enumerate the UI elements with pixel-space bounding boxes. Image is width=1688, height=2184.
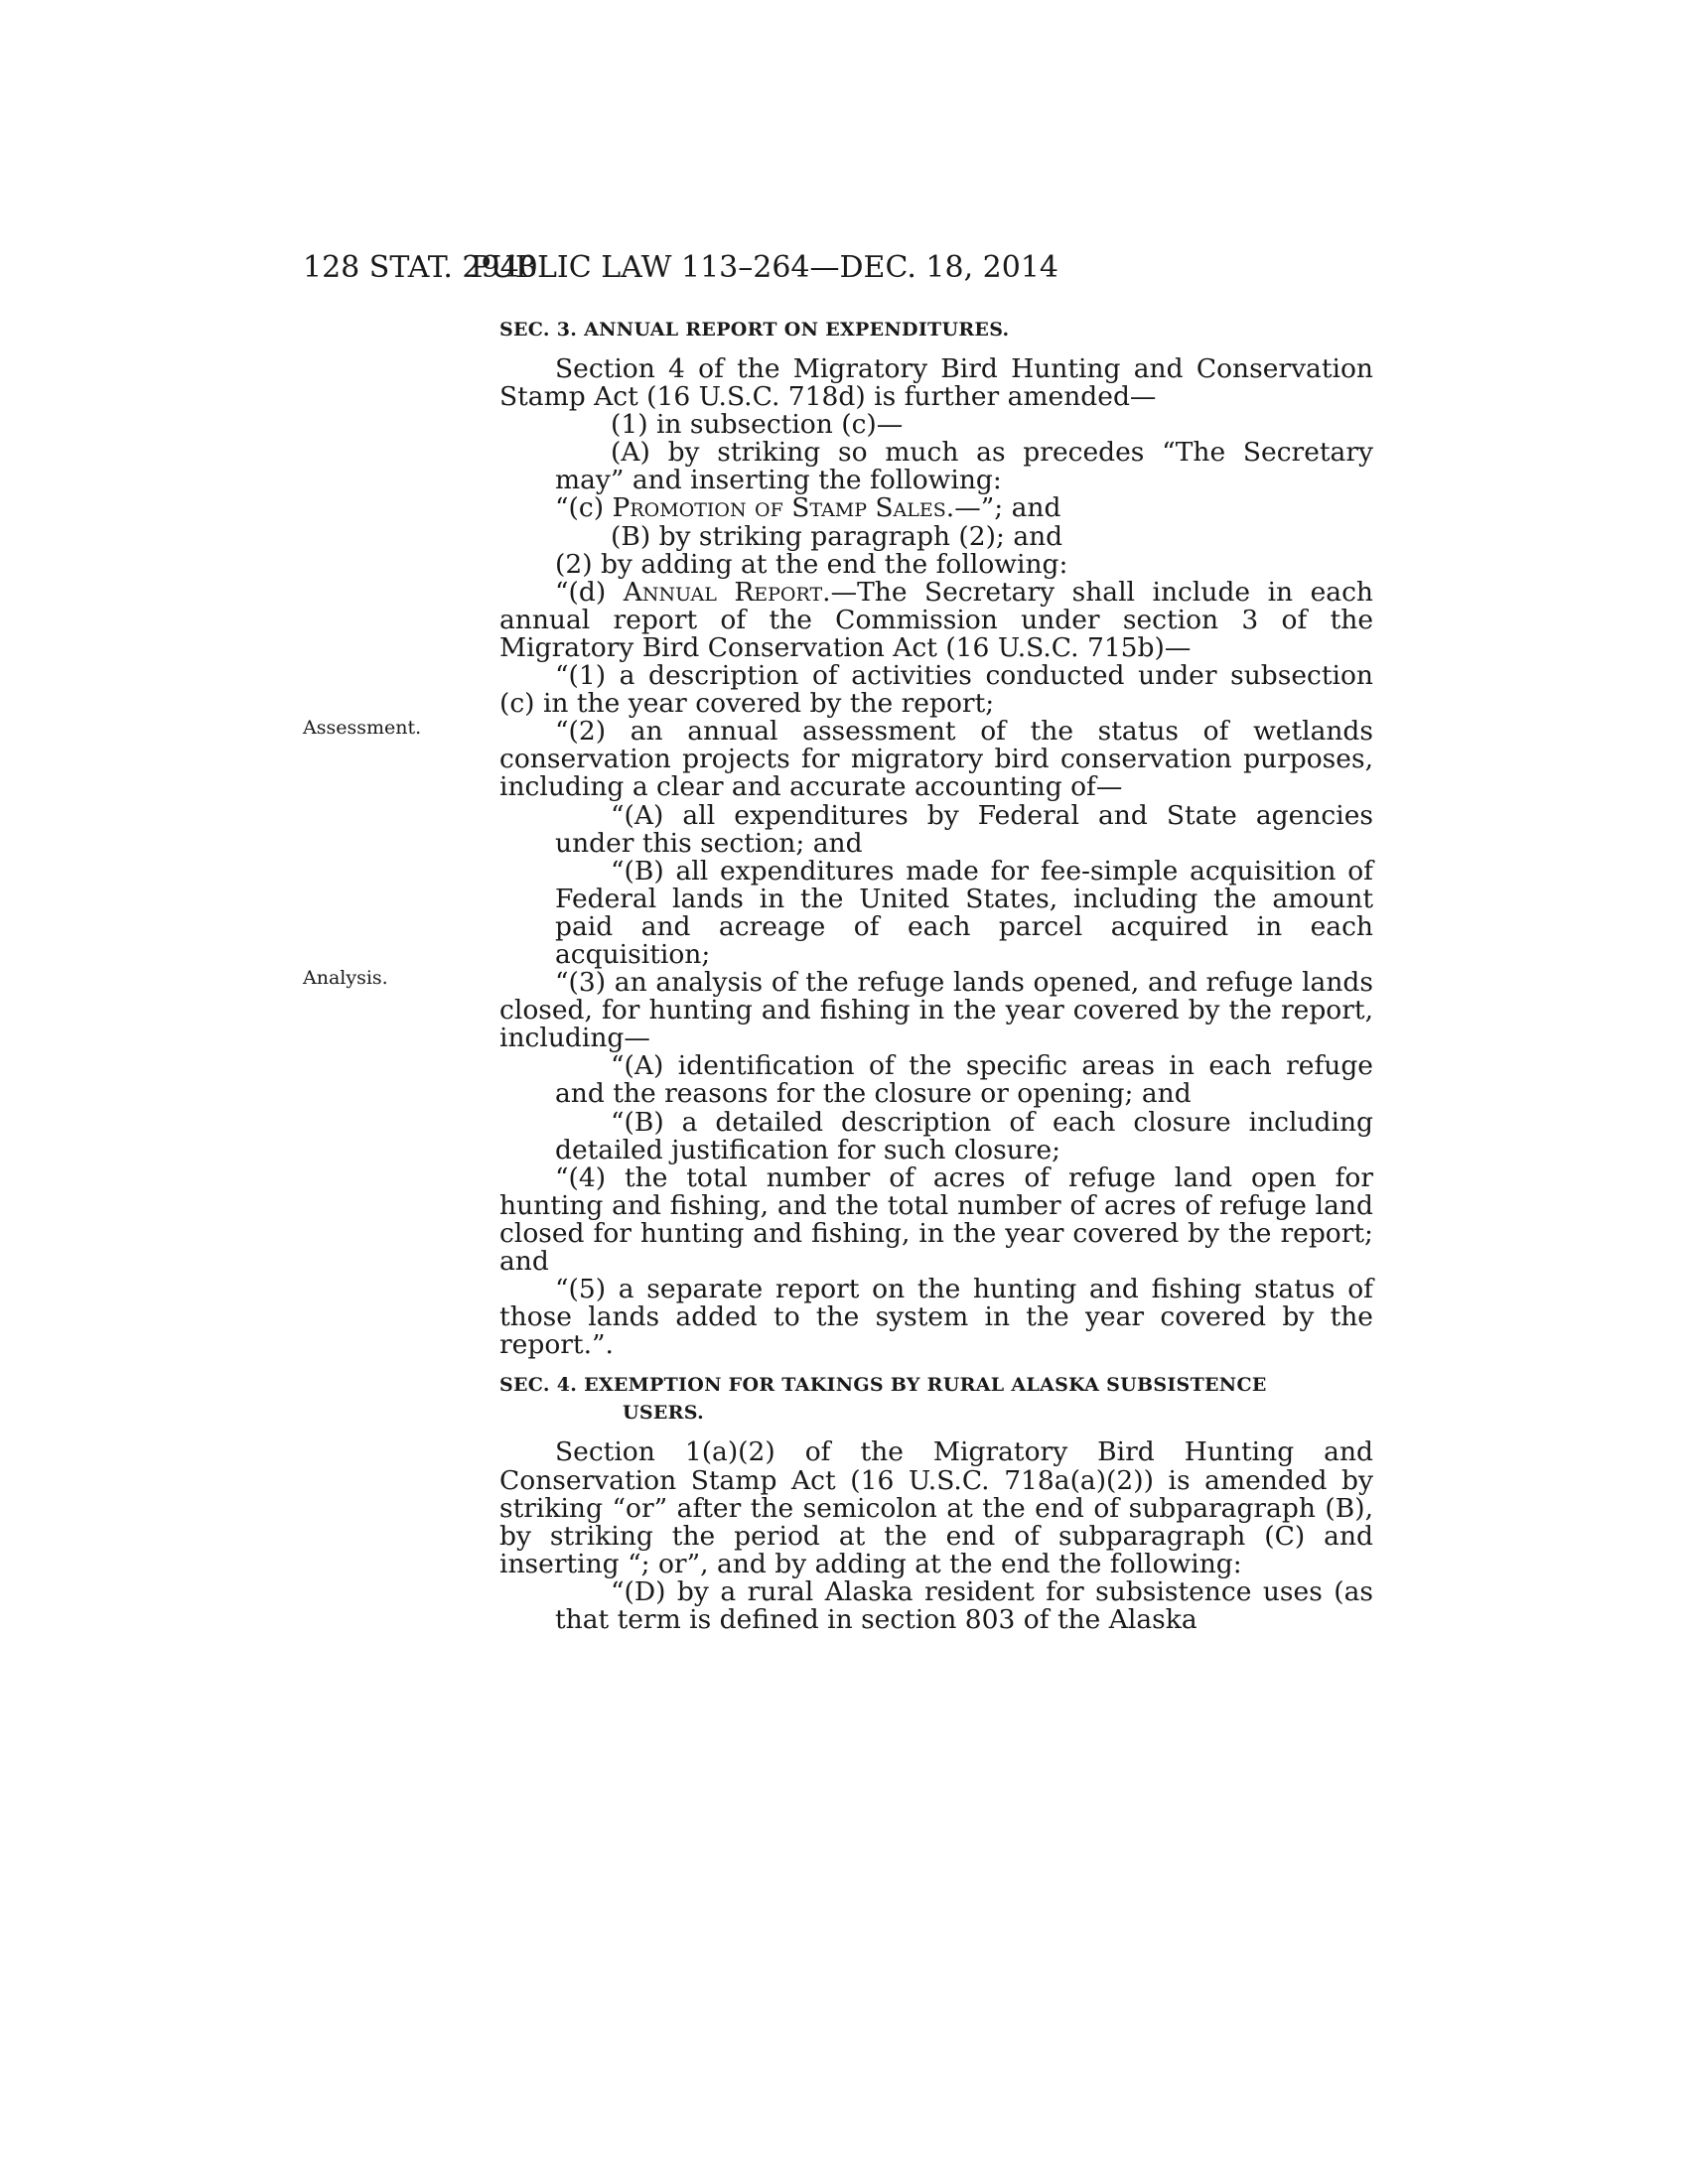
section-4-heading-line-1: SEC. 4. EXEMPTION FOR TAKINGS BY RURAL ALASKA SUBSISTENCE — [499, 1374, 1267, 1397]
quoted-para-3-A: “(A) identification of the specific areas in each refuge and the reasons for the closure or opening; and — [555, 1050, 1373, 1110]
subsection-d — [499, 576, 1373, 663]
quoted-para-1: “(1) a description of activities conducted under subsection (c) in the year covered by the report; — [499, 660, 1373, 720]
subsection-d-title: Annual Report — [623, 576, 823, 608]
subsection-d-open: “(d) — [555, 576, 624, 608]
section-3-intro: Section 4 of the Migratory Bird Hunting and Conservation Stamp Act (16 U.S.C. 718d) is further amended— — [499, 353, 1373, 413]
para-1-c-insert — [499, 494, 1373, 522]
para-1-c-title: Promotion of Stamp Sales — [612, 492, 946, 524]
subsection-d-text: .—The Secretary shall include in each annual report of the Commission under section 3 of the Migratory Bird Conservation Act (16 U.S.C. 715b)— — [499, 576, 1373, 663]
section-4-intro: Section 1(a)(2) of the Migratory Bird Hunting and Conservation Stamp Act (16 U.S.C. 718a(a)(2)) is amended by striking “or” after the semicolon at the end of subparagraph (B), by striking the period at the end of subparagraph (C) and inserting “; or”, and by adding at the end the following: — [499, 1436, 1373, 1579]
para-2: (2) by adding at the end the following: — [555, 548, 1068, 580]
para-1: (1) in subsection (c)— — [611, 409, 904, 441]
running-head: PUBLIC LAW 113–264—DEC. 18, 2014 — [470, 250, 1059, 285]
para-1-c-open: “(c) — [555, 492, 613, 524]
margin-note-analysis: Analysis. — [303, 967, 388, 989]
section-4-heading-line-2: USERS. — [623, 1402, 705, 1425]
statute-page-number: 128 STAT. 2940 — [303, 250, 538, 285]
quoted-para-2-B: “(B) all expenditures made for fee-simple acquisition of Federal lands in the United States, including the amount paid and acreage of each parcel acquired in each acquisition; — [555, 855, 1373, 970]
para-1-B: (B) by striking paragraph (2); and — [611, 520, 1063, 552]
section-3-heading: SEC. 3. ANNUAL REPORT ON EXPENDITURES. — [499, 319, 1010, 341]
margin-note-assessment: Assessment. — [303, 717, 422, 739]
para-1-A: (A) by striking so much as precedes “The Secretary may” and inserting the following: — [555, 437, 1373, 496]
quoted-para-4: “(4) the total number of acres of refuge land open for hunting and fishing, and the total number of acres of refuge land closed for hunting and fishing, in the year covered by the report; and — [499, 1161, 1373, 1277]
quoted-para-3-B: “(B) a detailed description of each closure including detailed justification for such closure; — [555, 1106, 1373, 1165]
page-header — [303, 250, 1226, 290]
quoted-para-2: “(2) an annual assessment of the status of wetlands conservation projects for migratory bird conservation purposes, including a clear and accurate accounting of— — [499, 716, 1373, 803]
para-1-c-close: .—”; and — [945, 492, 1061, 524]
quoted-para-3: “(3) an analysis of the refuge lands opened, and refuge lands closed, for hunting and fishing in the year covered by the report, including— — [499, 967, 1373, 1054]
quoted-para-5: “(5) a separate report on the hunting and fishing status of those lands added to the system in the year covered by the report.”. — [499, 1274, 1373, 1361]
section-4-heading — [499, 1371, 1373, 1427]
quoted-para-D: “(D) by a rural Alaska resident for subsistence uses (as that term is defined in section 803 of the Alaska — [555, 1575, 1373, 1636]
document-body — [499, 316, 1373, 1634]
quoted-para-2-A: “(A) all expenditures by Federal and State agencies under this section; and — [555, 799, 1373, 859]
